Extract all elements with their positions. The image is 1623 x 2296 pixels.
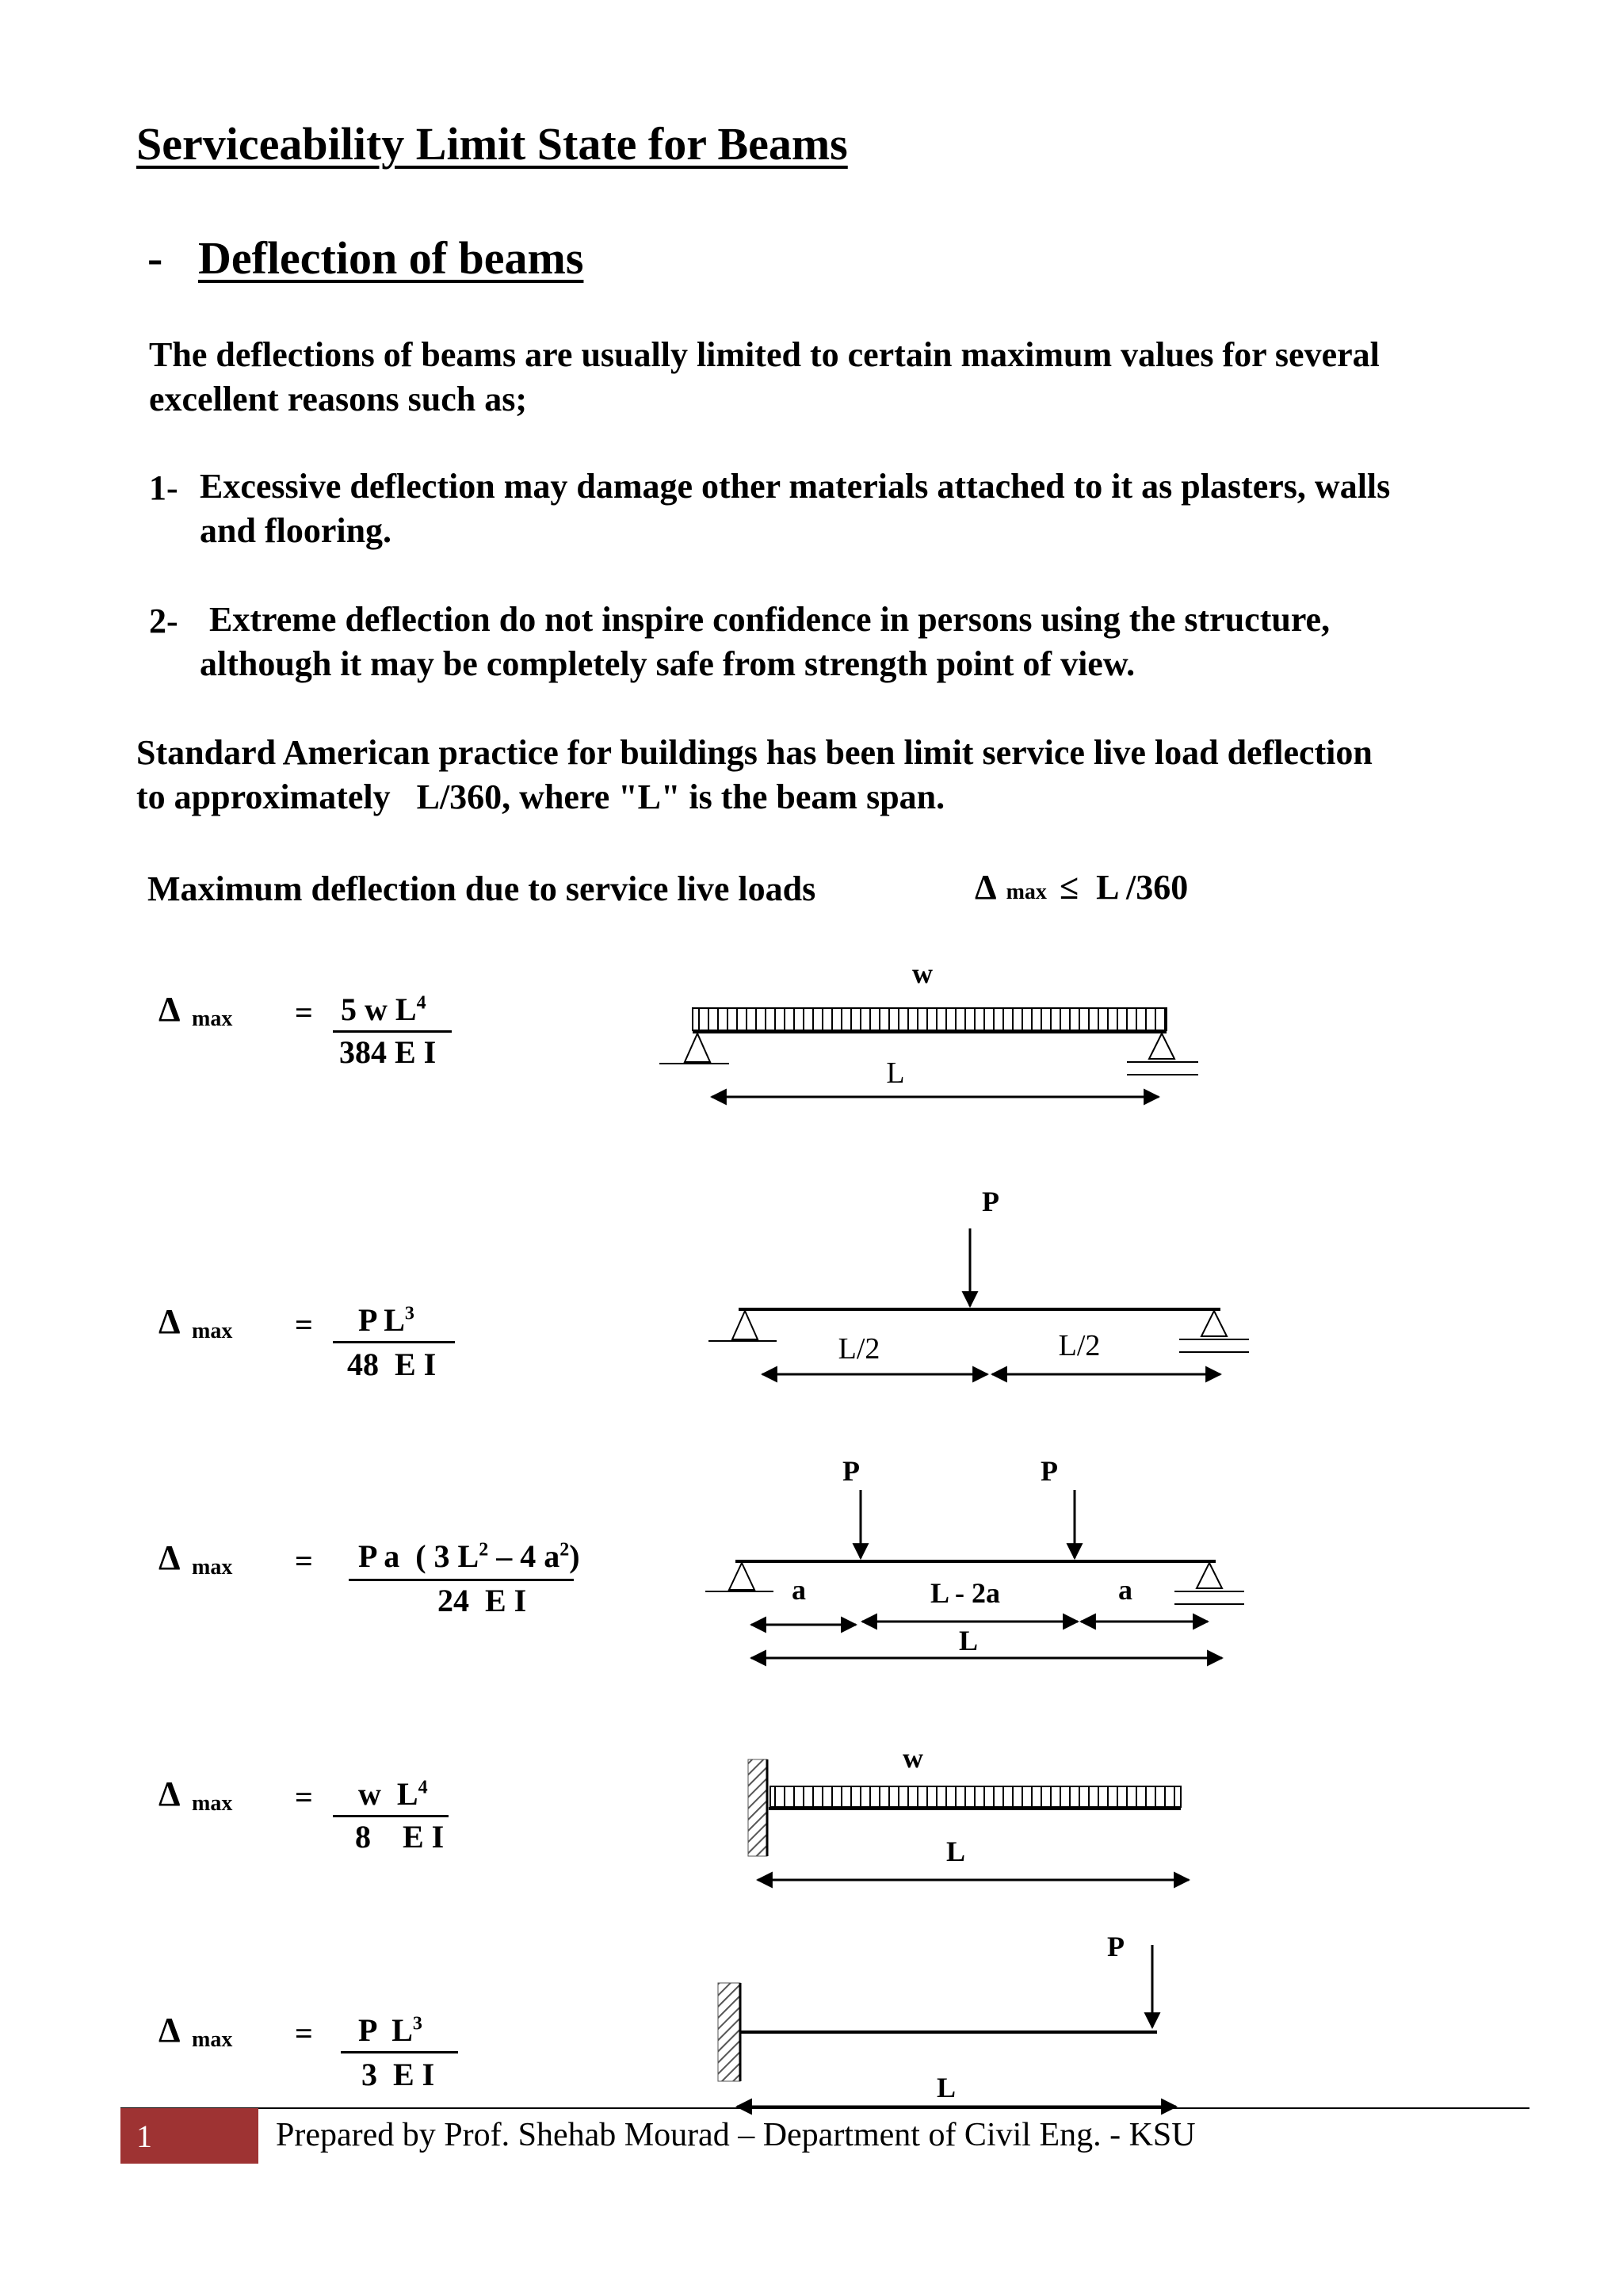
diagram-2-left-label: L/2 [838,1332,880,1366]
diagram-1-distributed-load [693,1008,1167,1030]
diagram-3-two-point-loads [705,1455,1244,1658]
diagram-4-distributed-load [770,1786,1181,1807]
diagram-3-pin-support [729,1563,754,1590]
diagram-3-load-2-label: P [1041,1455,1058,1487]
diagram-2-pin-support [732,1311,758,1339]
limit-subscript: max [1006,880,1047,904]
diagram-4-load-label: w [903,1742,923,1774]
diagram-1-pin-support [685,1033,710,1062]
formula-5-numerator: P $L^3$ [358,2012,422,2048]
formula-2-numerator: P $L^3$ [358,1302,414,1338]
diagram-5-cantilever-point-load [718,1931,1176,2107]
practice-line-1: Standard American practice for buildings has been limit service live load deflection [136,733,1373,772]
formula-3-equals: = [295,1543,313,1579]
diagram-2-simple-beam-point-load [708,1186,1249,1374]
reason-2-line-1: Extreme deflection do not inspire confidence in persons using the structure, [209,600,1331,639]
formula-3-subscript: max [192,1555,233,1580]
reason-1-line-2: and flooring. [200,511,392,550]
diagram-4-span-label: L [945,1836,966,1867]
formula-2-equals: = [295,1307,313,1343]
formula-1-equals: = [295,995,313,1030]
diagram-2-roller-support [1201,1311,1227,1336]
formula-5-equals: = [295,2015,313,2051]
formula-2-subscript: max [192,1319,233,1343]
formula-4-delta: Δ [158,1775,181,1813]
formula-5-delta: Δ [158,2011,181,2050]
diagram-1-simple-beam-udl [659,957,1198,1097]
footer-credit: Prepared by Prof. Shehab Mourad – Department of Civil Eng. - KSU [276,2117,1196,2153]
reason-1-number: 1- [149,468,178,507]
page-title: Serviceability Limit State for Beams [136,118,848,170]
formula-5-denominator: 3 E I [361,2057,435,2092]
limit-relation: ≤ L /360 [1059,868,1189,907]
section-bullet: - [147,232,163,284]
diagram-5-load-label: P [1107,1931,1125,1962]
diagram-5-fixed-support [718,1983,740,2081]
formula-3-numerator: P a ( 3 $L^2 - 4$ $a^2$) [358,1538,580,1574]
limit-delta-symbol: Δ [975,868,997,907]
diagram-3-roller-support [1197,1563,1222,1588]
diagram-1-roller-support [1149,1033,1174,1059]
diagram-3-load-1-label: P [842,1455,860,1487]
intro-line-1: The deflections of beams are usually limited to certain maximum values for several [149,335,1380,374]
diagram-3-a-left-label: a [792,1574,806,1606]
reason-2-number: 2- [149,602,178,640]
diagram-1-span-label: L [886,1056,905,1090]
diagram-2-load-label: P [982,1186,999,1217]
formula-4-denominator: 8 E I [355,1819,445,1855]
diagram-4-cantilever-udl [748,1742,1189,1880]
intro-line-2: excellent reasons such as; [149,380,528,418]
reason-2-line-2: although it may be completely safe from strength point of view. [200,644,1136,683]
diagram-5-span-label: L [936,2072,957,2103]
diagram-3-a-right-label: a [1118,1574,1132,1606]
diagram-2-right-label: L/2 [1058,1329,1101,1362]
diagram-4-fixed-support [748,1759,767,1856]
formula-1-numerator: 5 w $L^4$ [341,991,426,1027]
formula-4-equals: = [295,1779,313,1815]
reason-1-line-1: Excessive deflection may damage other materials attached to it as plasters, walls [200,467,1391,506]
formula-3-delta: Δ [158,1538,181,1577]
diagram-3-middle-label: L - 2a [930,1577,1001,1609]
formula-2-denominator: 48 E I [347,1347,437,1382]
diagram-3-span-label: L [958,1625,979,1656]
formula-1-delta: Δ [158,990,181,1029]
diagram-1-load-label: w [912,957,933,989]
formula-5-subscript: max [192,2027,233,2052]
formula-4-numerator: w $L^4$ [358,1776,428,1812]
formula-2-delta: Δ [158,1302,181,1341]
formula-1-denominator: 384 E I [339,1034,437,1070]
formula-3-denominator: 24 E I [437,1583,527,1618]
formula-1-subscript: max [192,1007,233,1031]
limit-label: Maximum deflection due to service live loads [147,869,816,908]
footer-page-number: 1 [136,2118,152,2154]
section-title: Deflection of beams [198,232,584,284]
practice-line-2: to approximately L/360, where "L" is the beam span. [136,777,945,816]
formula-4-subscript: max [192,1791,233,1816]
